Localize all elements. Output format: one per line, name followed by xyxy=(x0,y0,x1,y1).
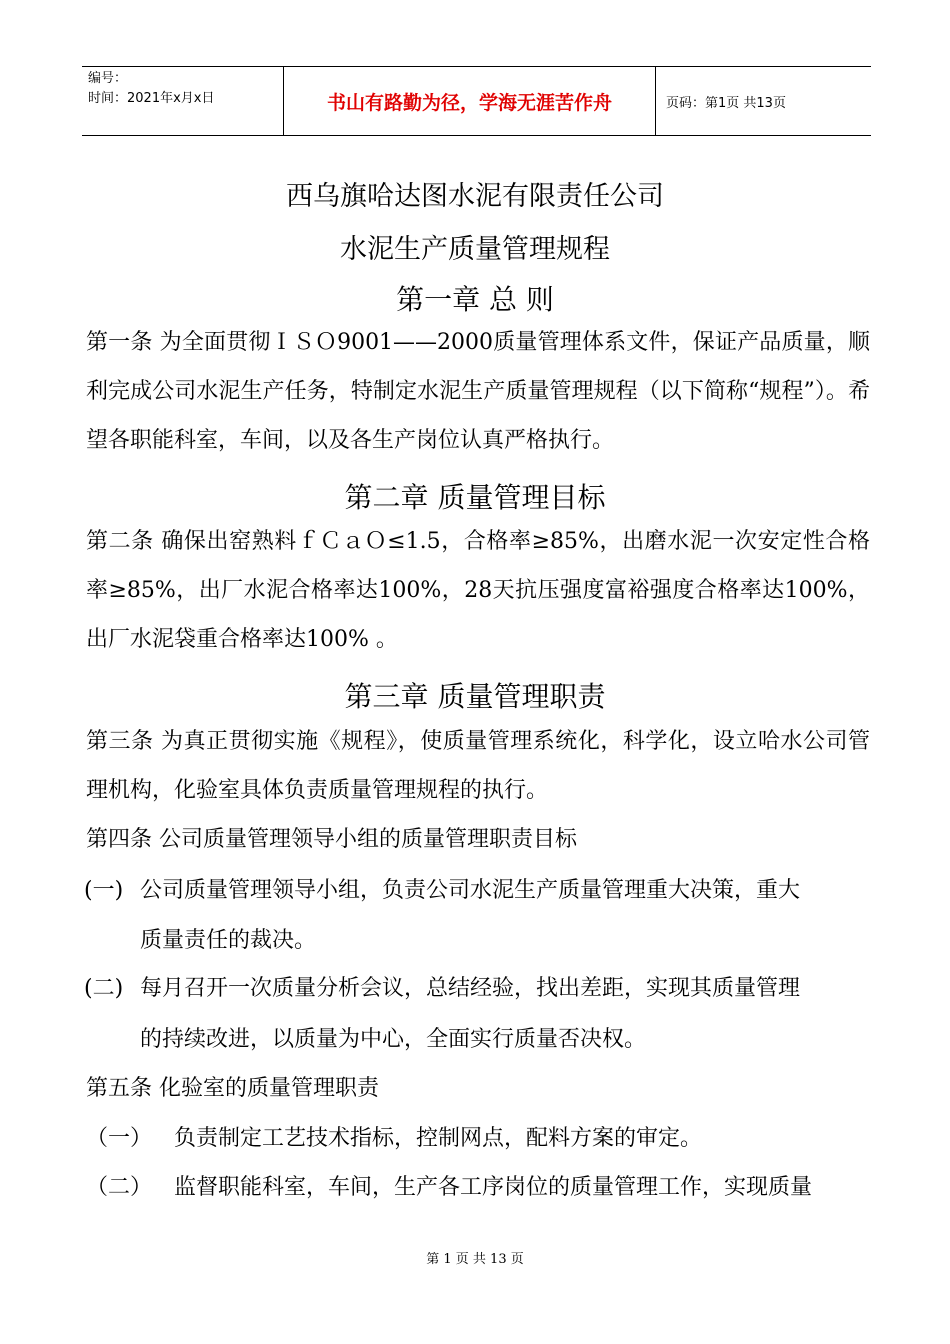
article-5-item-2-text: 监督职能科室，车间，生产各工序岗位的质量管理工作，实现质量 xyxy=(174,1175,813,1200)
article-5-item-1-number: （一） xyxy=(86,1126,153,1151)
article-3: 第三条 为真正贯彻实施《规程》，使质量管理系统化，科学化，设立哈水公司管理机构，化验室具体负责质量管理规程的执行。 xyxy=(86,729,870,803)
header-page-label: 页码：第1页 共13页 xyxy=(666,95,786,111)
article-4-item-2-number: (二) xyxy=(84,976,124,1001)
article-1: 第一条 为全面贯彻ＩＳＯ9001——2000质量管理体系文件，保证产品质量，顺利完成公司水泥生产任务，特制定水泥生产质量管理规程（以下简称“规程”）。希望各职能科室，车间，以及各生产岗位认真严格执行。 xyxy=(86,330,870,453)
chapter-3-heading: 第三章 质量管理职责 xyxy=(344,680,606,713)
article-5: 第五条 化验室的质量管理职责 xyxy=(86,1076,379,1101)
header-motto: 书山有路勤为径，学海无涯苦作舟 xyxy=(284,67,656,135)
article-4-item-2-line-1: 每月召开一次质量分析会议，总结经验，找出差距，实现其质量管理 xyxy=(140,976,801,1001)
document-title: 水泥生产质量管理规程 xyxy=(340,234,610,265)
article-5-item-1-text: 负责制定工艺技术指标，控制网点，配料方案的审定。 xyxy=(174,1126,703,1151)
chapter-1-heading: 第一章 总 则 xyxy=(396,283,554,316)
article-2: 第二条 确保出窑熟料ｆＣａＯ≤1.5，合格率≥85%，出磨水泥一次安定性合格率≥85%，出厂水泥合格率达100%，28天抗压强度富裕强度合格率达100%，出厂水泥袋重合格率达100% 。 xyxy=(86,529,870,652)
company-title: 西乌旗哈达图水泥有限责任公司 xyxy=(286,181,664,212)
page-header xyxy=(82,66,871,136)
article-4-item-1-line-1: 公司质量管理领导小组，负责公司水泥生产质量管理重大决策，重大 xyxy=(140,878,801,903)
article-4-item-1-line-2: 质量责任的裁决。 xyxy=(140,928,317,953)
article-4-item-2-line-2: 的持续改进，以质量为中心，全面实行质量否决权。 xyxy=(140,1027,647,1052)
page-footer: 第 1 页 共 13 页 xyxy=(426,1252,524,1267)
number-label: 编号： xyxy=(88,71,128,86)
article-4: 第四条 公司质量管理领导小组的质量管理职责目标 xyxy=(86,827,577,852)
time-label: 时间：2021年x月x日 xyxy=(88,91,215,106)
chapter-2-heading: 第二章 质量管理目标 xyxy=(344,481,606,514)
article-5-item-2-number: （二） xyxy=(86,1175,153,1200)
article-4-item-1-number: (一) xyxy=(84,878,124,903)
header-left xyxy=(82,67,284,135)
